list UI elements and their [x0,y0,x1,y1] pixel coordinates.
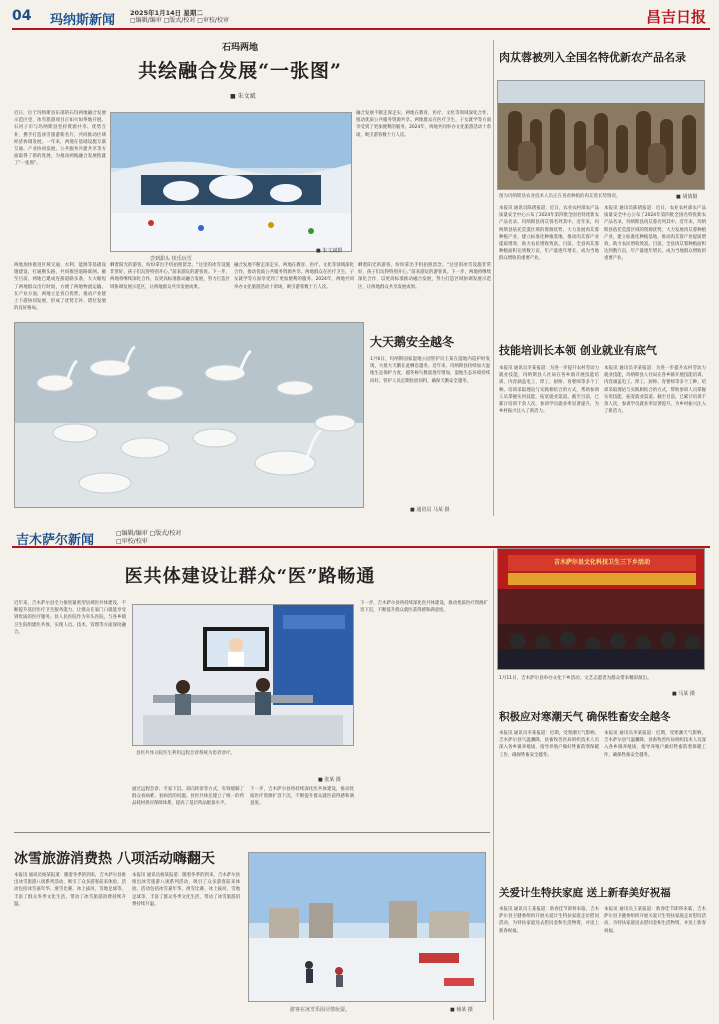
section-name: 玛纳斯新闻 [50,13,116,28]
date: 2025年1月14日 星期二 [130,9,203,17]
column-divider [493,40,494,516]
medical-col2b: 下一步，吉木萨尔县将持续深化医共体建设，推动优质医疗资源扩容下沉，不断提升群众就医获得感和满意度。 [250,787,354,807]
snow-park-illustration [111,113,352,252]
top-story-title: 共绘融合发展“一张图” [138,60,342,82]
section-header-2 [12,528,710,548]
column-divider-2 [493,550,494,1020]
section2-editor-1: □编辑/编审 [116,530,148,537]
care-title: 关爱计生特扶家庭 送上新春美好祝福 [499,887,671,899]
ice-caption: 游客在冰雪乐园尽情玩耍。 [290,1007,351,1013]
festival-credit: ■ 马某 摄 [672,691,695,697]
section2-editor-3: □审校/校审 [116,538,148,545]
medical-photo [132,604,354,746]
ice-photo [248,852,486,1002]
medical-col3: 下一步，吉木萨尔县将持续深化医共体建设，推动优质医疗资源扩容下沉，不断提升群众就医获得感和满意度。 [360,601,488,614]
editor-3: □审校/校审 [197,17,229,24]
top-story-photo-credit: ■ 朱文斌摄 [316,248,343,254]
skills-body-1: 本报讯 通讯员李某报道：为进一步提升农村劳动力就业技能，玛纳斯县人社局在各乡镇开展技能培训，内容涵盖电工、焊工、厨师、育婴师等多个工种。培训采取理论与实践相结合的方式，帮助参训人员掌握实用技能，拓宽就业渠道。截至目前，已累计培训千余人次，参训学员就业率显著提升，为乡村振兴注入了新活力。 [499,366,599,415]
cistanche-illustration [498,81,705,190]
top-story-photo-caption: 尝到甜头 快乐玩雪 [150,256,192,262]
festival-photo [497,548,705,670]
cistanche-photo [497,80,705,190]
top-story-col3: 融合发展不断走深走实，两地在教育、医疗、文化等领域深化合作，推动优质公共服务资源共享。两地群众在医疗卫生、子女就学等方面享受到了更加便利的服务。2024年，两地共同举办文化旅游活动十余场，吸引游客数十万人次。 [356,111,491,138]
section-divider [14,832,490,833]
swan-photo [14,322,364,508]
ice-body-1: 本报讯 通讯员杨某报道：随着冬季的到来，吉木萨尔县推出冰雪旅游八项系列活动，吸引了众多游客前来体验。活动包括冰雪嘉年华、滑雪比赛、冰上拔河、雪地足球等，丰富了群众冬季文化生活，带动了冰雪旅游消费持续升温。 [14,873,126,907]
cistanche-credit: ■ 胡倩摄 [676,194,698,200]
skills-body-2: 本报讯 通讯员李某报道：为进一步提升农村劳动力就业技能，玛纳斯县人社局在各乡镇开展技能培训，内容涵盖电工、焊工、厨师、育婴师等多个工种。培训采取理论与实践相结合的方式，帮助参训人员掌握实用技能，拓宽就业渠道。截至目前，已累计培训千余人次，参训学员就业率显著提升，为乡村振兴注入了新活力。 [604,366,706,415]
cistanche-body-1: 本报讯 通讯员陈倩报道：近日，农业农村部农产品质量安全中心公布了2024年第四批全国名特优新农产品名录，玛纳斯县肉苁蓉名列其中。近年来，玛纳斯县依托荒漠区域的资源优势，大力发展肉苁蓉种植产业，建立标准化种植基地，推动肉苁蓉产业提质增效，助力农民增收致富。目前，全县肉苁蓉种植面积达到数万亩，年产量逐年增长，成为当地群众增收的重要产业。 [499,206,599,262]
swan-body: 1月6日，玛纳斯国家湿地公园管护员王某在湿地内巡护时发现，大批大天鹅在此栖息越冬。近年来，玛纳斯县持续加大湿地生态保护力度，越冬候鸟数量逐年增加，湿地生态环境持续向好。管护人员定期投放饲料，确保天鹅安全越冬。 [370,357,490,384]
top-story-col4: 融合发展不断走深走实，两地在教育、医疗、文化等领域深化合作，推动优质公共服务资源共享。两地群众在医疗卫生、子女就学等方面享受到了更加便利的服务。2024年，两地共同举办文化旅游活动十余场，吸引游客数十万人次。 [234,263,354,290]
medical-title: 医共体建设让群众“医”路畅通 [124,566,376,587]
cold-body-1: 本报讯 通讯员李某报道：近期，受寒潮天气影响，吉木萨尔县气温骤降，县畜牧兽医局组织技术人员深入各乡镇养殖场，指导养殖户做好牲畜防寒保暖工作，确保牲畜安全越冬。 [499,731,599,758]
medical-illustration [133,605,354,746]
ice-body-2: 本报讯 通讯员杨某报道：随着冬季的到来，吉木萨尔县推出冰雪旅游八项系列活动，吸引了众多游客前来体验。活动包括冰雪嘉年华、滑雪比赛、冰上拔河、雪地足球等，丰富了群众冬季文化生活，带动了冰雪旅游消费持续升温。 [132,873,240,907]
ice-credit: ■ 杨某 摄 [450,1007,473,1013]
swan-title: 大天鹅安全越冬 [370,335,455,349]
section2-editor-2: □版式/校对 [149,530,182,537]
medical-credit: ■ 张某 摄 [318,777,341,783]
top-story-col1b: 两地加快推进区域交通、水利、能源等基础设施建设，打通断头路，共同推进道路联网。截至目前，两地已建成连接道路多条，大大缩短了两地群众出行时间，方便了两地物流运输。在产业方面，两地立足各自优势，推动产业链上下游协同发展，形成了优势互补、错位发展的良好格局。 [14,263,106,312]
editor-2: □版式/校对 [163,17,196,24]
festival-banner: 吉木萨尔县文化科技卫生三下乡活动 [553,559,650,566]
swan-credit: ■ 通讯员 马某 摄 [410,507,450,513]
care-body-1: 本报讯 通讯员王某报道：新春佳节即将来临，吉木萨尔县卫健委组织开展关爱计生特扶家庭走访慰问活动，为特扶家庭送去慰问金和生活物资，并送上新春祝福。 [499,907,599,934]
top-story-col1: 近日，位于玛纳斯县东部的石玛两地融合发展示范区里，冰雪旅游项目正如火如荼地开展。石河子市与玛纳斯县坚持资源共享、优势互补，携手打造冰雪旅游新名片，共同推动区域经济协调发展。一年来，两地在基础设施互联互通、产业协同发展、公共服务共建共享等方面取得了新的进展，为推动两地融合发展绘就了“一张图”。 [14,111,106,167]
newspaper-logo: 昌吉日报 [645,8,706,26]
festival-caption: 1月11日，吉木萨尔县举办文化下乡活动，文艺志愿者为群众带来精彩演出。 [499,676,652,681]
cistanche-title: 肉苁蓉被列入全国名特优新农产品名录 [499,51,686,64]
top-story-col5: 晒着阳光的游客，纷纷拿出手机拍照留念。“这里的冰雪设施非常好，孩子们玩得特别开心。”前来游玩的游客说。下一步，两地将继续深化合作，以更高标准推动融合发展，努力打造区域协调发展示范区，让两地群众共享发展成果。 [358,263,491,290]
medical-col2: 通过远程会诊、专家下沉、双向转诊等方式，有效缓解了群众看病难、看病贵的问题。县医共体还建立了统一的药品耗材供应保障体系，提高了基层药品配备水平。 [132,787,244,807]
cold-title: 积极应对寒潮天气 确保牲畜安全越冬 [499,711,671,723]
cistanche-caption: 图为玛纳斯县农业技术人员正在查看种植的肉苁蓉长势情况。 [499,194,621,199]
care-body-2: 本报讯 通讯员王某报道：新春佳节即将来临，吉木萨尔县卫健委组织开展关爱计生特扶家庭走访慰问活动，为特扶家庭送去慰问金和生活物资，并送上新春祝福。 [604,907,706,934]
top-story-col3b: 晒着阳光的游客，纷纷拿出手机拍照留念。“这里的冰雪设施非常好，孩子们玩得特别开心。”前来游玩的游客说。下一步，两地将继续深化合作，以更高标准推动融合发展，努力打造区域协调发展示范区，让两地群众共享发展成果。 [110,263,230,290]
ice-title: 冰雪旅游消费热 八项活动嗨翻天 [14,851,215,867]
ice-illustration [249,853,486,1002]
festival-illustration [498,549,705,670]
medical-caption: 县医共体分院医生利用远程会诊系统为患者诊疗。 [136,751,235,756]
page-number: 04 [12,8,32,24]
cistanche-body-2: 本报讯 通讯员陈倩报道：近日，农业农村部农产品质量安全中心公布了2024年第四批全国名特优新农产品名录，玛纳斯县肉苁蓉名列其中。近年来，玛纳斯县依托荒漠区域的资源优势，大力发展肉苁蓉种植产业，建立标准化种植基地，推动肉苁蓉产业提质增效，助力农民增收致富。目前，全县肉苁蓉种植面积达到数万亩，年产量逐年增长，成为当地群众增收的重要产业。 [604,206,706,262]
section-name-2: 吉木萨尔新闻 [16,533,95,548]
medical-col1: 近年来，吉木萨尔县全力推进紧密型县域医共体建设，不断提升基层医疗卫生服务能力，让群众在家门口就能享受到优质的医疗服务。县人民医院作为牵头医院，与各乡镇卫生院组建医共体，实现人员、技术、管理等方面深度融合。 [14,601,126,635]
top-story-photo [110,112,352,252]
top-story-kicker: 石玛两地 [221,43,258,53]
editor-1: □编辑/编审 [130,17,162,24]
top-story-byline: ■ 朱文斌 [230,93,256,100]
cold-body-2: 本报讯 通讯员李某报道：近期，受寒潮天气影响，吉木萨尔县气温骤降，县畜牧兽医局组织技术人员深入各乡镇养殖场，指导养殖户做好牲畜防寒保暖工作，确保牲畜安全越冬。 [604,731,706,758]
swan-illustration [15,323,364,508]
skills-title: 技能培训长本领 创业就业有底气 [499,344,657,357]
page-header [12,8,710,30]
dateline [130,9,229,25]
